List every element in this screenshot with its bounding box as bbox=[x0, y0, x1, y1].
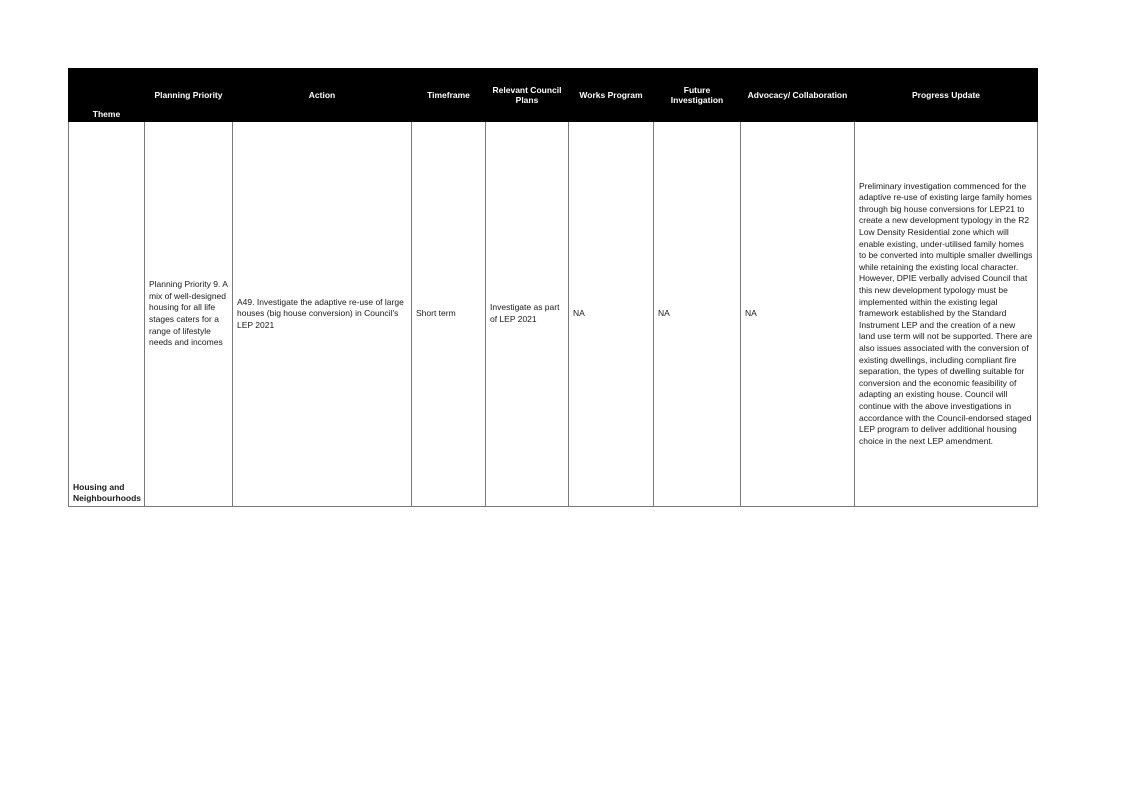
header-theme: Theme bbox=[69, 69, 145, 122]
cell-action: A49. Investigate the adaptive re-use of large houses (big house conversion) in Council's LEP 2021 bbox=[233, 122, 412, 507]
header-planning-priority: Planning Priority bbox=[145, 69, 233, 122]
cell-timeframe: Short term bbox=[412, 122, 486, 507]
header-future-investigation: Future Investigation bbox=[654, 69, 741, 122]
cell-works-program: NA bbox=[569, 122, 654, 507]
table-body bbox=[69, 122, 1038, 507]
cell-theme: Housing and Neighbourhoods bbox=[69, 122, 145, 507]
cell-planning-priority: Planning Priority 9. A mix of well-designed housing for all life stages caters for a range of lifestyle needs and incomes bbox=[145, 122, 233, 507]
header-row bbox=[69, 69, 1038, 122]
header-action: Action bbox=[233, 69, 412, 122]
table-row bbox=[69, 122, 1038, 507]
cell-advocacy-collaboration: NA bbox=[741, 122, 855, 507]
header-relevant-council-plans: Relevant Council Plans bbox=[486, 69, 569, 122]
header-progress-update: Progress Update bbox=[855, 69, 1038, 122]
cell-progress-update: Preliminary investigation commenced for the adaptive re-use of existing large family homes through big house conversions for LEP21 to create a new development typology in the R2 Low Density Residential zone which will enable existing, under-utilised family homes to be converted into multiple smaller dwellings while retaining the existing local character. However, DPIE verbally advised Council that this new development typology must be implemented within the existing legal framework established by the Standard Instrument LEP and the creation of a new land use term will not be supported. There are also issues associated with the conversion of existing dwellings, including compliant fire separation, the types of dwelling suitable for conversion and the economic feasibility of adapting an existing house. Council will continue with the above investigations in accordance with the Council-endorsed staged LEP program to deliver additional housing choice in the next LEP amendment. bbox=[855, 122, 1038, 507]
header-timeframe: Timeframe bbox=[412, 69, 486, 122]
planning-actions-table bbox=[68, 68, 1038, 507]
header-works-program: Works Program bbox=[569, 69, 654, 122]
cell-relevant-council-plans: Investigate as part of LEP 2021 bbox=[486, 122, 569, 507]
header-advocacy-collaboration: Advocacy/ Collaboration bbox=[741, 69, 855, 122]
table-header bbox=[69, 69, 1038, 122]
cell-future-investigation: NA bbox=[654, 122, 741, 507]
